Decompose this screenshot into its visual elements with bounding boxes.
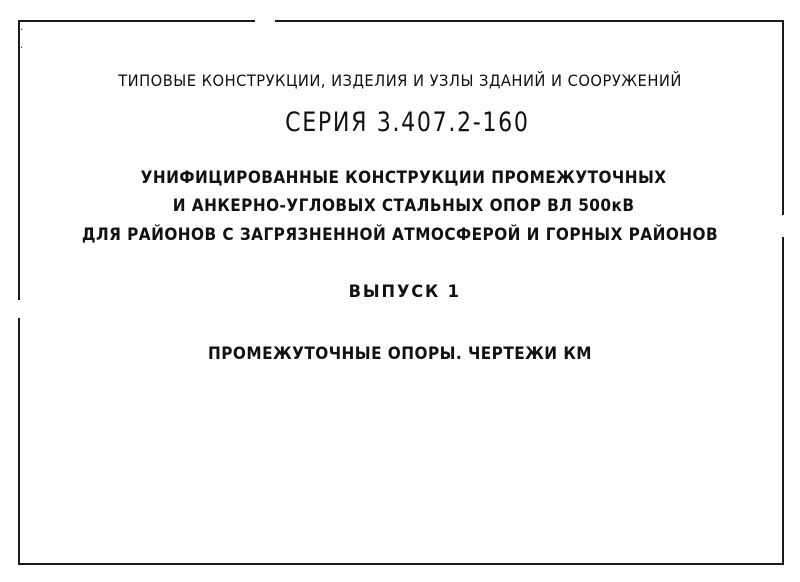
document-subtitle: ПРОМЕЖУТОЧНЫЕ ОПОРЫ. ЧЕРТЕЖИ КМ: [208, 344, 592, 364]
series-category-header: ТИПОВЫЕ КОНСТРУКЦИИ, ИЗДЕЛИЯ И УЗЛЫ ЗДАНИЙ И СООРУЖЕНИЙ: [118, 71, 682, 90]
frame-gap: [255, 16, 275, 24]
document-title-line: И АНКЕРНО-УГЛОВЫХ СТАЛЬНЫХ ОПОР ВЛ 500кВ: [172, 196, 635, 216]
issue-number: ВЫПУСК 1: [348, 282, 461, 302]
corner-tick-mark: ·: [20, 43, 24, 54]
frame-gap: [14, 300, 22, 318]
document-title-line: УНИФИЦИРОВАННЫЕ КОНСТРУКЦИИ ПРОМЕЖУТОЧНЫХ: [140, 168, 667, 188]
series-number: СЕРИЯ 3.407.2-160: [285, 107, 530, 138]
corner-tick-mark: ·: [20, 25, 24, 36]
frame-gap: [779, 215, 787, 237]
document-title-line: ДЛЯ РАЙОНОВ С ЗАГРЯЗНЕННОЙ АТМОСФЕРОЙ И ГОРНЫХ РАЙОНОВ: [81, 225, 719, 245]
